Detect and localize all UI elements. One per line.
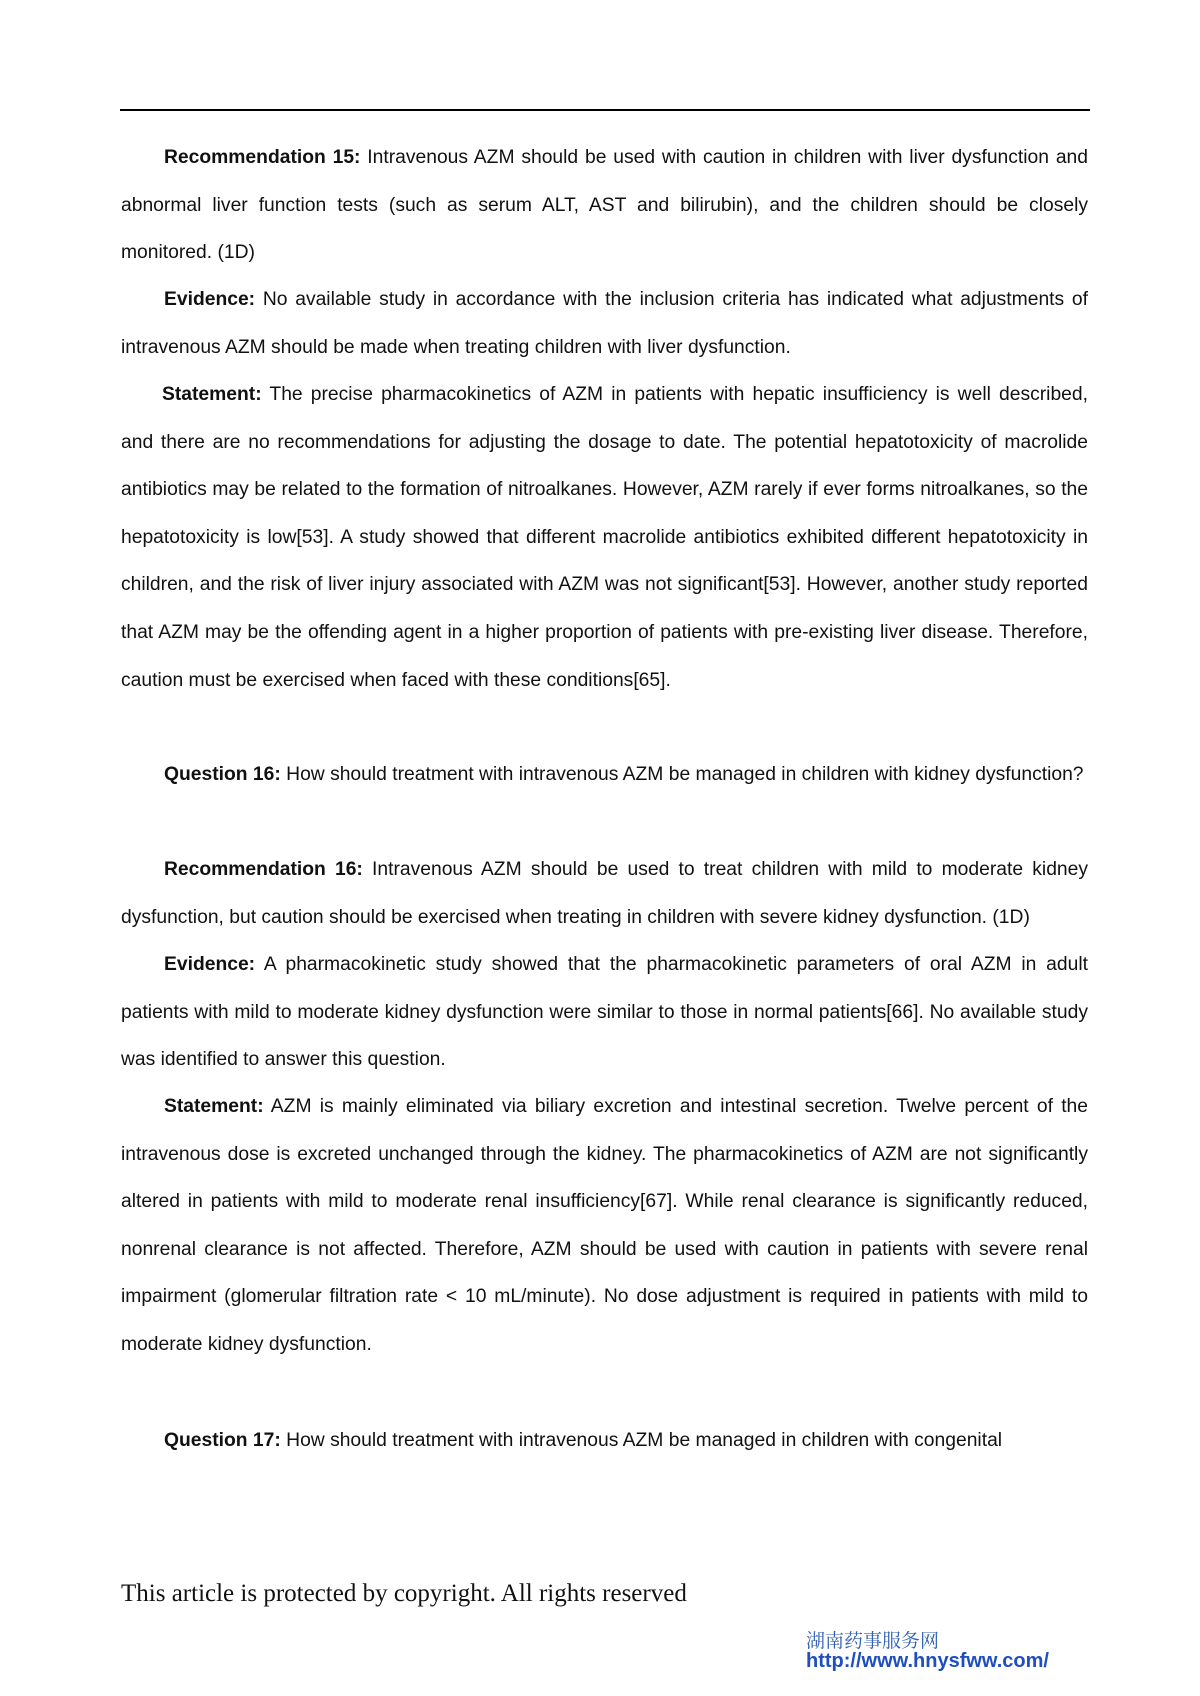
paragraph-label: Recommendation 16: bbox=[164, 859, 363, 880]
paragraph-text: How should treatment with intravenous AZM be managed in children with kidney dysfunction? bbox=[280, 764, 1084, 785]
header-rule bbox=[120, 109, 1090, 111]
paragraph-text: AZM is mainly eliminated via biliary excretion and intestinal secretion. Twelve percent of the intravenous dose is excreted unchanged through the kidney. The pharmacokinetics of AZM are not significantly altered in patients with mild to moderate renal insufficiency[67]. While renal clearance is significantly reduced, nonrenal clearance is not affected. Therefore, AZM should be used with caution in patients with severe renal impairment (glomerular filtration rate < 10 mL/minute). No dose adjustment is required in patients with mild to moderate kidney dysfunction. bbox=[121, 1096, 1088, 1355]
recommendation-16 bbox=[121, 846, 1088, 941]
paragraph-text: The precise pharmacokinetics of AZM in patients with hepatic insufficiency is well described, and there are no recommendations for adjusting the dosage to date. The potential hepatotoxicity of macrolide antibiotics may be related to the formation of nitroalkanes. However, AZM rarely if ever forms nitroalkanes, so the hepatotoxicity is low[53]. A study showed that different macrolide antibiotics exhibited different hepatotoxicity in children, and the risk of liver injury associated with AZM was not significant[53]. However, another study reported that AZM may be the offending agent in a higher proportion of patients with pre-existing liver disease. Therefore, caution must be exercised when faced with these conditions[65]. bbox=[121, 384, 1088, 691]
paragraph-text: How should treatment with intravenous AZM be managed in children with congenital bbox=[280, 1430, 1003, 1451]
question-16 bbox=[121, 751, 1088, 799]
paragraph-label: Statement: bbox=[164, 1096, 264, 1117]
paragraph-text: Intravenous AZM should be used with caution in children with liver dysfunction and abnormal liver function tests (such as serum ALT, AST and bilirubin), and the children should be closely monitored. (1D) bbox=[121, 147, 1088, 264]
watermark-url[interactable]: http://www.hnysfww.com/ bbox=[806, 1650, 1049, 1672]
question-17 bbox=[121, 1417, 1088, 1465]
evidence-15 bbox=[121, 276, 1088, 371]
recommendation-15 bbox=[121, 134, 1088, 277]
statement-16 bbox=[121, 1083, 1088, 1369]
paragraph-label: Recommendation 15: bbox=[164, 147, 361, 168]
paragraph-text: A pharmacokinetic study showed that the pharmacokinetic parameters of oral AZM in adult patients with mild to moderate kidney dysfunction were similar to those in normal patients[66]. No available study was identified to answer this question. bbox=[121, 954, 1088, 1071]
paragraph-text: No available study in accordance with the inclusion criteria has indicated what adjustments of intravenous AZM should be made when treating children with liver dysfunction. bbox=[121, 289, 1088, 358]
copyright-footer: This article is protected by copyright. All rights reserved bbox=[121, 1580, 687, 1607]
paragraph-label: Evidence: bbox=[164, 954, 256, 975]
paragraph-label: Question 17: bbox=[164, 1430, 281, 1451]
paragraph-label: Statement: bbox=[162, 384, 262, 405]
evidence-16 bbox=[121, 941, 1088, 1084]
paragraph-text: Intravenous AZM should be used to treat children with mild to moderate kidney dysfunction, but caution should be exercised when treating in children with severe kidney dysfunction. (1D) bbox=[121, 859, 1088, 928]
paragraph-label: Question 16: bbox=[164, 764, 281, 785]
paragraph-label: Evidence: bbox=[164, 289, 256, 310]
watermark-site-name: 湖南药事服务网 bbox=[806, 1630, 940, 1652]
statement-15 bbox=[121, 371, 1088, 704]
